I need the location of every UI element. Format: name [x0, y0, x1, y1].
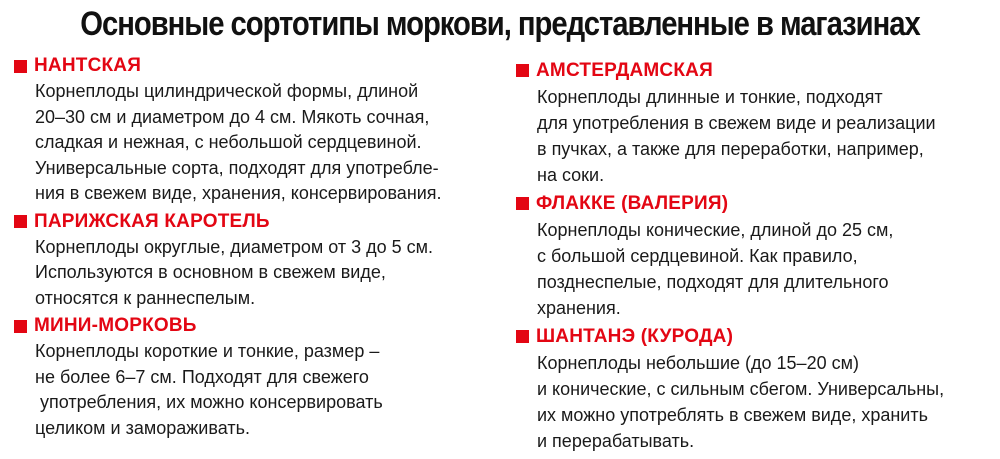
description-line: Универсальные сорта, подходят для употребле- — [35, 157, 439, 178]
red-square-bullet-icon — [14, 60, 27, 73]
variety-heading — [516, 190, 986, 217]
variety-name: ФЛАККЕ (ВАЛЕРИЯ) — [536, 192, 729, 214]
description-line: для употребления в свежем виде и реализации — [537, 113, 936, 133]
variety-description — [516, 350, 986, 454]
right-column — [516, 55, 986, 454]
description-line: 20–30 см и диаметром до 4 см. Мякоть сочная, — [35, 106, 430, 127]
variety-description — [516, 84, 986, 188]
variety-name: ПАРИЖСКАЯ КАРОТЕЛЬ — [34, 210, 270, 232]
red-square-bullet-icon — [516, 64, 529, 77]
red-square-bullet-icon — [14, 215, 27, 228]
description-line: и конические, с сильным сбегом. Универсальны, — [537, 379, 945, 399]
variety-section-nantes — [14, 53, 494, 207]
red-square-bullet-icon — [14, 320, 27, 333]
description-line: на соки. — [537, 165, 605, 185]
description-line: сладкая и нежная, с небольшой сердцевиной. — [35, 132, 422, 152]
variety-heading — [14, 53, 494, 79]
variety-heading — [516, 57, 986, 84]
description-line: Корнеплоды длинные и тонкие, подходят — [537, 87, 883, 107]
variety-description — [14, 339, 494, 441]
variety-description — [14, 235, 494, 312]
variety-heading — [14, 209, 494, 235]
description-line: и перерабатывать. — [537, 431, 695, 451]
red-square-bullet-icon — [516, 197, 529, 210]
description-line: позднеспелые, подходят для длительного — [537, 272, 889, 292]
description-line: в пучках, а также для переработки, например, — [537, 139, 924, 159]
variety-section-chantenay — [516, 323, 986, 454]
description-line: Используются в основном в свежем виде, — [35, 262, 386, 282]
description-line: Корнеплоды цилиндрической формы, длиной — [35, 81, 419, 101]
description-line: относятся к раннеспелым. — [35, 287, 256, 308]
variety-name: ШАНТАНЭ (КУРОДА) — [536, 325, 734, 347]
variety-description — [14, 79, 494, 207]
variety-heading — [516, 323, 986, 350]
page-title: Основные сортотипы моркови, представленные в магазинах — [80, 5, 920, 43]
red-square-bullet-icon — [516, 330, 529, 343]
description-line: не более 6–7 см. Подходят для свежего — [35, 366, 369, 387]
variety-heading — [14, 313, 494, 339]
description-line: хранения. — [537, 298, 621, 318]
description-line: с большой сердцевиной. Как правило, — [537, 246, 858, 266]
description-line: их можно употреблять в свежем виде, хранить — [537, 405, 928, 425]
description-line: целиком и замораживать. — [35, 417, 250, 438]
description-line: Корнеплоды небольшие (до 15–20 см) — [537, 353, 859, 373]
description-line: Корнеплоды короткие и тонкие, размер – — [35, 341, 380, 361]
variety-name: АМСТЕРДАМСКАЯ — [536, 59, 713, 81]
description-line: Корнеплоды округлые, диаметром от 3 до 5 см. — [35, 236, 434, 257]
variety-section-flakke — [516, 190, 986, 321]
left-column — [14, 51, 494, 441]
variety-section-mini-carrot — [14, 313, 494, 441]
variety-section-paris-karotel — [14, 209, 494, 312]
variety-name: НАНТСКАЯ — [34, 55, 142, 76]
variety-name: МИНИ-МОРКОВЬ — [34, 315, 197, 336]
description-line: Корнеплоды конические, длиной до 25 см, — [537, 220, 894, 240]
description-line: ния в свежем виде, хранения, консервирования. — [35, 183, 442, 203]
variety-section-amsterdam — [516, 57, 986, 188]
variety-description — [516, 217, 986, 321]
description-line: употребления, их можно консервировать — [35, 392, 383, 412]
